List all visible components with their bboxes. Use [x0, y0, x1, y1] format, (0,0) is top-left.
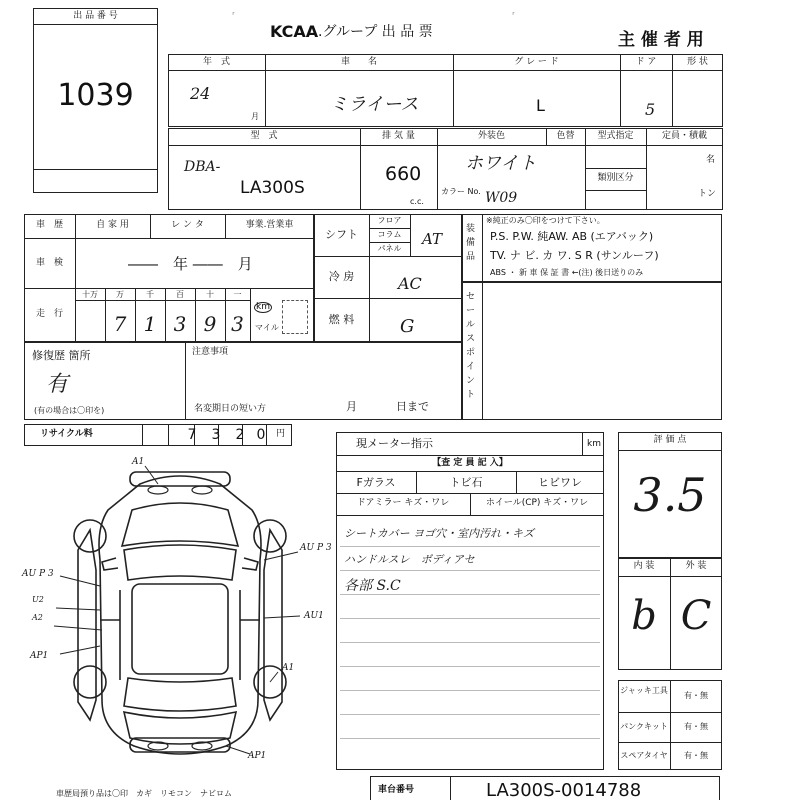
shift-value: AT — [422, 230, 443, 248]
exterior-label: 外 装 — [685, 561, 707, 571]
score-value: 3.5 — [633, 468, 707, 522]
digit-1: 3 — [231, 312, 244, 336]
digit-100: 3 — [173, 312, 187, 336]
model-spec-label: 型式指定 — [597, 131, 634, 141]
footer-text: 車歴局預り品は〇印 カギ リモコン ナビロム — [56, 789, 232, 798]
color-label: 外装色 — [477, 131, 505, 141]
mileage-label: 走 行 — [35, 309, 63, 319]
capacity-label: 定員・積載 — [661, 131, 707, 141]
equipment-note: ※純正のみ〇印をつけて下さい。 — [486, 216, 605, 225]
remark-3: 各部 S.C — [344, 578, 401, 594]
corner-mark: ⸢ — [232, 11, 236, 20]
remark-1: シートカバー ヨゴ穴・室内汚れ・キズ — [344, 527, 534, 540]
host-label: 主 催 者 用 — [618, 30, 704, 50]
equipment-line4: ABS ・ 新 車 保 証 書 ←(注) 後日送りのみ — [490, 268, 644, 277]
inspector-title: 【査 定 員 記 入】 — [432, 458, 508, 468]
lot-label: 出 品 番 号 — [73, 11, 118, 21]
exterior-value: C — [680, 593, 712, 639]
sales-point-label: セールスポイント — [466, 292, 476, 400]
recycle-unit: 円 — [276, 429, 286, 439]
mile-unit: マイル — [255, 323, 279, 332]
ac-value: AC — [398, 274, 422, 293]
unit-100: 百 — [176, 290, 184, 299]
name-label: 車 名 — [340, 57, 377, 67]
form-title: .グループ 出 品 票 — [318, 24, 433, 40]
color-no-value: W09 — [485, 190, 518, 206]
meter-label: 現メーター指示 — [356, 437, 433, 450]
mark-left-upper: AU P 3 — [22, 569, 54, 579]
mark-right-rear: A1 — [282, 663, 295, 673]
mark-rear: AP1 — [248, 751, 267, 761]
chassis-label: 車台番号 — [378, 785, 415, 795]
inspection-value: ―― 年 ―― 月 — [128, 255, 253, 273]
equipment-line2: P.S. P.W. 純AW. AB (エアバック) — [490, 230, 654, 243]
unit-1k: 千 — [146, 290, 154, 299]
color-value: ホワイト — [465, 153, 537, 174]
jack-yn[interactable]: 有・無 — [684, 691, 708, 700]
recycle-label: リサイクル料 — [40, 429, 93, 439]
spare-yn[interactable]: 有・無 — [684, 751, 708, 760]
model-value: LA300S — [240, 178, 305, 198]
recycle-digit-1: 7 — [187, 427, 197, 443]
recycle-digit-3: 2 — [235, 427, 245, 443]
brand-logo: KCAA — [270, 22, 319, 41]
door-value: 5 — [645, 100, 656, 119]
repair-label: 修復歴 箇所 — [32, 349, 91, 362]
recycle-digit-4: 0 — [256, 427, 266, 443]
mark-front: A1 — [132, 457, 145, 467]
unit-10k: 万 — [116, 290, 124, 299]
mark-left-lower: AP1 — [30, 651, 49, 661]
cc-unit: c.c. — [410, 197, 424, 206]
unit-100k: 十万 — [82, 290, 98, 299]
digit-1k: 1 — [143, 312, 157, 336]
displacement-value: 660 — [385, 163, 422, 185]
repair-note: (有の場合は〇印を) — [34, 406, 105, 415]
shift-column: コラム — [377, 230, 402, 239]
hibi-label: ヒビワレ — [538, 476, 582, 489]
mirror-label: ドアミラー キズ・ワレ — [356, 498, 450, 508]
jack-label: ジャッキ工具 — [620, 686, 668, 695]
shift-label: シフト — [325, 228, 358, 241]
history-business[interactable]: 事業.営業車 — [245, 220, 294, 230]
meter-unit: km — [587, 439, 601, 449]
history-label: 車 歴 — [35, 220, 63, 230]
notes-day: 日まで — [396, 400, 429, 413]
mark-right-mid: AU1 — [304, 611, 324, 621]
km-unit: km — [256, 302, 270, 312]
score-label: 評 価 点 — [653, 435, 687, 445]
color-change-label: 色替 — [556, 131, 575, 141]
displacement-label: 排 気 量 — [382, 131, 415, 141]
puncture-yn[interactable]: 有・無 — [684, 722, 708, 731]
interior-label: 内 装 — [633, 561, 655, 571]
category-label: 類別区分 — [597, 173, 634, 183]
name-change-label: 名変期日の短い方 — [194, 404, 267, 414]
car-diagram — [20, 450, 335, 770]
mark-left-mid2: A2 — [32, 613, 43, 622]
corner-mark-2: ⸢ — [512, 11, 516, 20]
year-label: 年 式 — [202, 57, 230, 67]
color-no-label: カラー No. — [441, 187, 481, 196]
mileage-box — [282, 300, 308, 334]
fglass-label: Fガラス — [356, 476, 396, 489]
notes-month: 月 — [346, 400, 357, 413]
recycle-digit-2: 3 — [211, 427, 221, 443]
door-label: ド ア — [635, 57, 657, 67]
wheel-label: ホイール(CP) キズ・ワレ — [485, 498, 589, 508]
repair-value: 有 — [46, 372, 69, 397]
persons-unit: 名 — [706, 155, 716, 165]
spare-label: スペアタイヤ — [620, 751, 668, 760]
lot-tab — [33, 170, 158, 193]
fuel-label: 燃 料 — [328, 313, 355, 326]
lot-number: 1039 — [57, 78, 134, 113]
year-value: 24 — [190, 84, 211, 103]
equipment-line3: TV. ナ ビ. カ ワ. S R (サンルーフ) — [490, 249, 659, 262]
history-rental[interactable]: レ ン タ — [171, 220, 204, 230]
interior-value: b — [631, 593, 657, 639]
grade-label: グ レ ー ド — [514, 57, 559, 67]
shift-floor: フロア — [377, 216, 402, 225]
puncture-label: パンクキット — [620, 722, 668, 731]
equipment-label: 装備品 — [466, 224, 476, 262]
mark-left-mid1: U2 — [32, 595, 44, 604]
inspection-label: 車 検 — [35, 258, 63, 268]
mark-right-front: AU P 3 — [300, 543, 332, 553]
remark-2: ハンドルスレ ボディアセ — [344, 553, 475, 566]
unit-1: 一 — [233, 290, 242, 299]
fuel-value: G — [400, 316, 415, 337]
shape-label: 形 状 — [687, 57, 708, 67]
grade-value: L — [536, 96, 545, 115]
model-label: 型 式 — [250, 131, 278, 141]
sales-point-block — [462, 282, 722, 420]
digit-10: 9 — [203, 312, 217, 336]
unit-10: 十 — [206, 290, 214, 299]
lot-number-box — [33, 8, 158, 170]
tobi-label: トビ石 — [449, 476, 483, 489]
month-unit: 月 — [251, 112, 259, 121]
shift-panel: パネル — [377, 244, 402, 253]
history-private[interactable]: 自 家 用 — [96, 220, 129, 230]
digit-10k: 7 — [113, 312, 127, 336]
model-prefix: DBA- — [184, 159, 221, 175]
ac-label: 冷 房 — [328, 270, 355, 283]
ton-unit: トン — [698, 189, 717, 199]
notes-label: 注意事項 — [192, 347, 229, 357]
car-name: ミライース — [330, 94, 419, 115]
chassis-number: LA300S-0014788 — [486, 780, 642, 801]
